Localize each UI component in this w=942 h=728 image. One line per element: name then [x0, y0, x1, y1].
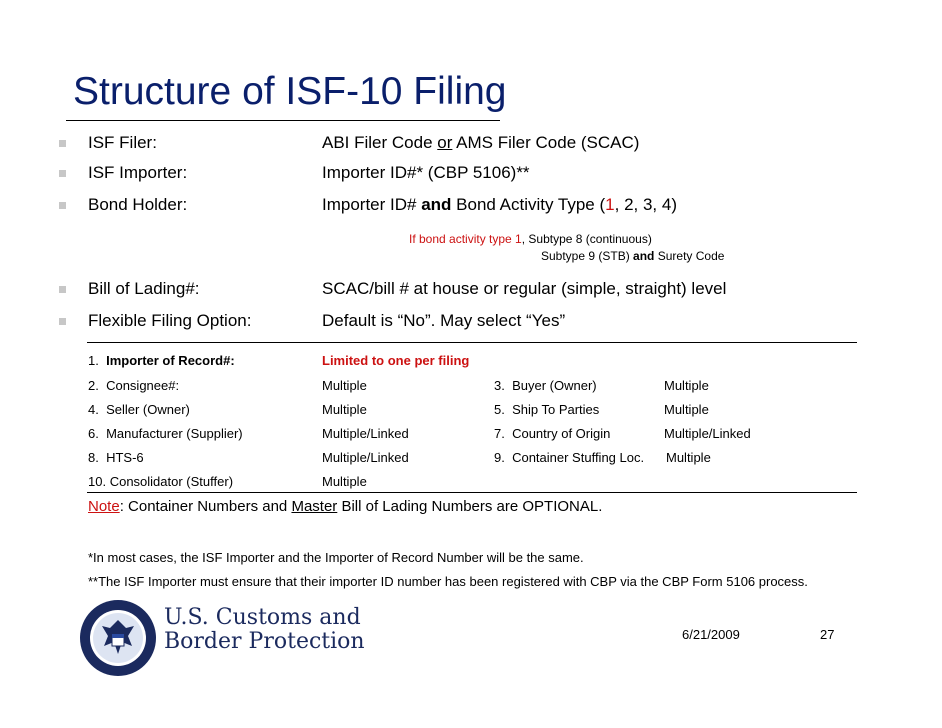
title-underline [66, 120, 500, 121]
table-row-7-value: Multiple/Linked [664, 426, 751, 441]
bullet-value-bill-of-lading: SCAC/bill # at house or regular (simple, straight) level [322, 279, 727, 298]
table-row-10-name: 10. Consolidator (Stuffer) [88, 474, 234, 489]
bullet-label-isf-importer: ISF Importer: [88, 163, 188, 182]
bullet-square-icon [59, 286, 66, 293]
table-top-rule [87, 342, 857, 343]
table-row-6-name: 6. Manufacturer (Supplier) [88, 426, 243, 441]
bullet-value-bond-holder: Importer ID# and Bond Activity Type (1, 2, 3, 4) [322, 195, 677, 214]
table-row-7-name: 7. Country of Origin [494, 426, 611, 441]
table-row-4-name: 4. Seller (Owner) [88, 402, 190, 417]
dhs-seal-icon [78, 598, 158, 678]
bullet-label-flexible-filing: Flexible Filing Option: [88, 311, 252, 330]
table-row-8-value: Multiple/Linked [322, 450, 409, 465]
table-row-8-name: 8. HTS-6 [88, 450, 144, 465]
table-row-5-value: Multiple [664, 402, 709, 417]
bullet-square-icon [59, 170, 66, 177]
bullet-square-icon [59, 318, 66, 325]
cbp-wordmark-line1: U.S. Customs and [164, 605, 361, 630]
bullet-square-icon [59, 140, 66, 147]
table-row-2-value: Multiple [322, 378, 367, 393]
slide-title: Structure of ISF-10 Filing [73, 70, 507, 113]
footer-date: 6/21/2009 [682, 627, 740, 642]
bullet-value-isf-importer: Importer ID#* (CBP 5106)** [322, 163, 530, 182]
footnote-1: *In most cases, the ISF Importer and the Importer of Record Number will be the same. [88, 550, 584, 565]
table-row-9-value: Multiple [666, 450, 711, 465]
table-row-10-value: Multiple [322, 474, 367, 489]
table-row-3-name: 3. Buyer (Owner) [494, 378, 597, 393]
table-row-3-value: Multiple [664, 378, 709, 393]
table-row-1-name: 1. Importer of Record#: [88, 353, 235, 368]
bullet-value-isf-filer: ABI Filer Code or AMS Filer Code (SCAC) [322, 133, 640, 152]
table-row-1-value: Limited to one per filing [322, 353, 470, 368]
bullet-label-bill-of-lading: Bill of Lading#: [88, 279, 200, 298]
bond-activity-note-line1: If bond activity type 1, Subtype 8 (continuous) [409, 232, 652, 246]
table-row-4-value: Multiple [322, 402, 367, 417]
cbp-wordmark-line2: Border Protection [164, 629, 365, 654]
table-row-2-name: 2. Consignee#: [88, 378, 180, 393]
table-bottom-rule [87, 492, 857, 493]
table-row-9-name: 9. Container Stuffing Loc. [494, 450, 645, 465]
optional-note: Note: Container Numbers and Master Bill of Lading Numbers are OPTIONAL. [88, 498, 603, 515]
footer-page-number: 27 [820, 627, 835, 642]
table-row-5-name: 5. Ship To Parties [494, 402, 600, 417]
bullet-value-flexible-filing: Default is “No”. May select “Yes” [322, 311, 566, 330]
bullet-square-icon [59, 202, 66, 209]
bullet-label-bond-holder: Bond Holder: [88, 195, 188, 214]
cbp-wordmark [164, 606, 365, 654]
footnote-2: **The ISF Importer must ensure that their importer ID number has been registered with CBP via the CBP Form 5106 process. [88, 574, 808, 589]
table-row-6-value: Multiple/Linked [322, 426, 409, 441]
bullet-label-isf-filer: ISF Filer: [88, 133, 157, 152]
bond-activity-note-line2: Subtype 9 (STB) and Surety Code [541, 249, 725, 263]
